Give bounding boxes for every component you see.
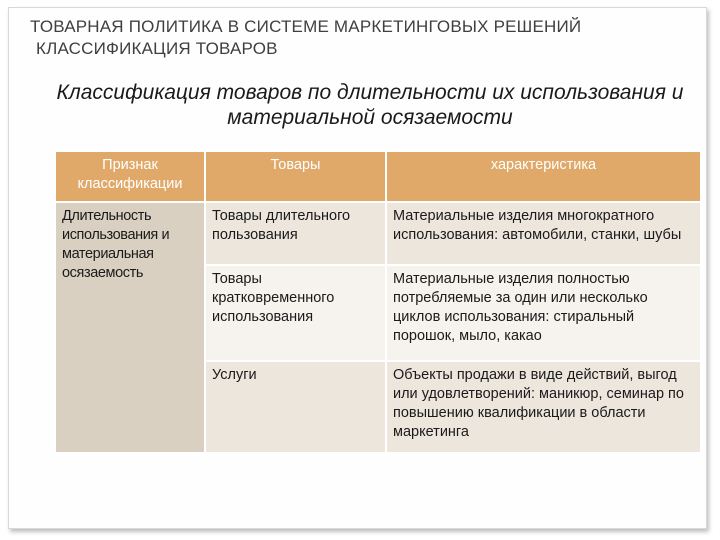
main-title xyxy=(40,80,700,130)
classification-table xyxy=(54,150,702,454)
goods-cell: Услуги xyxy=(205,361,386,453)
table-row xyxy=(55,202,701,265)
header-characteristic: характеристика xyxy=(386,151,701,202)
header-goods: Товары xyxy=(205,151,386,202)
characteristic-cell: Материальные изделия многократного использования: автомобили, станки, шубы xyxy=(386,202,701,265)
goods-cell: Товары кратковременного использования xyxy=(205,265,386,361)
header-line-1: ТОВАРНАЯ ПОЛИТИКА В СИСТЕМЕ МАРКЕТИНГОВЫХ РЕШЕНИЙ xyxy=(30,17,582,36)
main-title-line-2: материальной осязаемости xyxy=(227,106,513,129)
criterion-cell: Длительность использования и материальная осязаемость xyxy=(55,202,205,453)
slide-header xyxy=(30,16,700,60)
table-header-row xyxy=(55,151,701,202)
goods-cell: Товары длительного пользования xyxy=(205,202,386,265)
header-criterion: Признак классификации xyxy=(55,151,205,202)
header-line-2: КЛАССИФИКАЦИЯ ТОВАРОВ xyxy=(36,39,278,58)
main-title-line-1: Классификация товаров по длительности их использования и xyxy=(56,81,684,104)
characteristic-cell: Материальные изделия полностью потребляемые за один или несколько циклов использования: стиральный порошок, мыло, какао xyxy=(386,265,701,361)
characteristic-cell: Объекты продажи в виде действий, выгод или удовлетворений: маникюр, семинар по повышению квалификации в области маркетинга xyxy=(386,361,701,453)
